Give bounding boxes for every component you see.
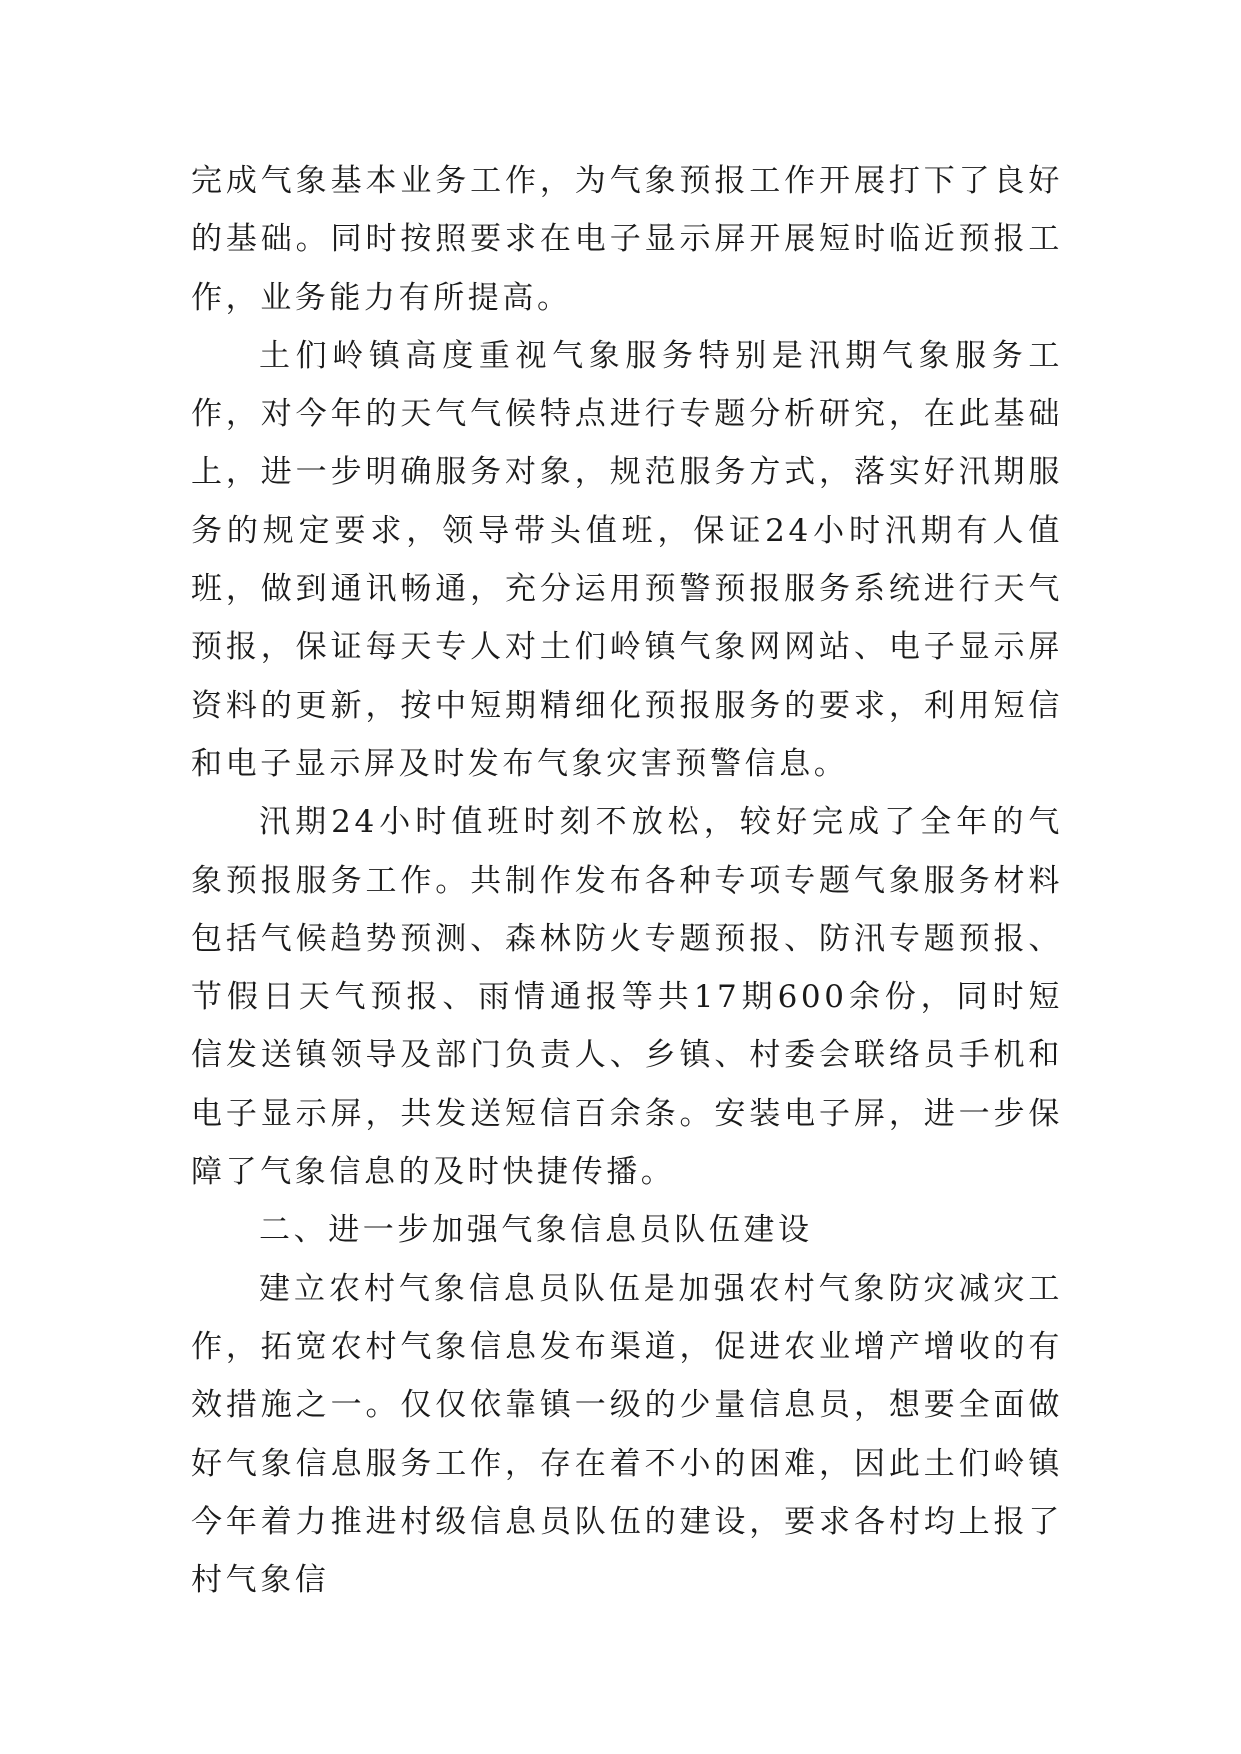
section-heading: 二、进一步加强气象信息员队伍建设 xyxy=(259,1212,813,1249)
paragraph-4: 建立农村气象信息员队伍是加强农村气象防灾减灾工作，拓宽农村气象信息发布渠道，促进农业增产增收的有效措施之一。仅仅依靠镇一级的少量信息员，想要全面做好气象信息服务工作，存在着不小的困难，因此土们岭镇今年着力推进村级信息员队伍的建设，要求各村均上报了村气象信 xyxy=(191,1270,1063,1599)
paragraph-1: 完成气象基本业务工作，为气象预报工作开展打下了良好的基础。同时按照要求在电子显示屏开展短时临近预报工作，业务能力有所提高。 xyxy=(191,163,1063,316)
document-body xyxy=(191,152,1063,1609)
paragraph-2: 土们岭镇高度重视气象服务特别是汛期气象服务工作，对今年的天气气候特点进行专题分析研究，在此基础上，进一步明确服务对象，规范服务方式，落实好汛期服务的规定要求，领导带头值班，保证24小时汛期有人值班，做到通讯畅通，充分运用预警预报服务系统进行天气预报，保证每天专人对土们岭镇气象网网站、电子显示屏资料的更新，按中短期精细化预报服务的要求，利用短信和电子显示屏及时发布气象灾害预警信息。 xyxy=(191,337,1063,782)
paragraph-3: 汛期24小时值班时刻不放松，较好完成了全年的气象预报服务工作。共制作发布各种专项专题气象服务材料包括气候趋势预测、森林防火专题预报、防汛专题预报、节假日天气预报、雨情通报等共17期600余份，同时短信发送镇领导及部门负责人、乡镇、村委会联络员手机和电子显示屏，共发送短信百余条。安装电子屏，进一步保障了气象信息的及时快捷传播。 xyxy=(191,804,1063,1191)
